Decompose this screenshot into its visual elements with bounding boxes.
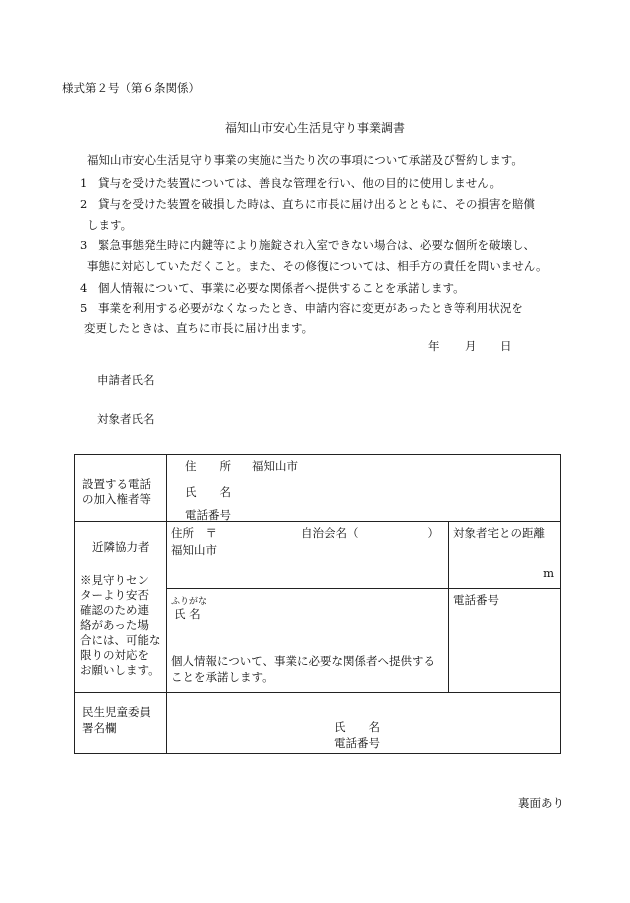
item-4-number: 4 [80, 281, 88, 295]
date-year-label: 年 [428, 339, 440, 353]
item-3-text-cont: 事態に対応していただくこと。また、その修復については、相手方の責任を問いません。 [87, 259, 548, 273]
neighbor-phone-cell [449, 589, 561, 693]
phone-owner-header-cell [75, 455, 167, 522]
intro-text: 福知山市安心生活見守り事業の実施に当たり次の事項について承諾及び誓約します。 [87, 153, 523, 167]
back-side-note: 裏面あり [518, 796, 564, 810]
info-table [74, 454, 561, 754]
item-5-number: 5 [80, 301, 88, 315]
item-2-text-cont: します。 [87, 218, 133, 232]
neighbor-note-5: 合には、可能な [80, 633, 161, 647]
owner-address-label: 住 所 [185, 459, 231, 473]
neighbor-note-3: 確認のため連 [80, 603, 149, 617]
owner-phone-label: 電話番号 [185, 508, 231, 522]
neighbor-address-cell [167, 522, 449, 589]
owner-name-label: 氏 名 [185, 485, 231, 499]
neighbor-header-cell [75, 522, 167, 693]
target-name-label: 対象者氏名 [97, 412, 155, 426]
date-day-label: 日 [500, 339, 512, 353]
item-4-text: 個人情報について、事業に必要な関係者へ提供することを承諾します。 [98, 281, 465, 295]
neighbor-city-value[interactable]: 福知山市 [171, 543, 217, 557]
welfare-value-cell [167, 693, 561, 754]
phone-owner-value-cell [167, 455, 561, 522]
distance-unit: m [543, 566, 554, 580]
item-5-text: 事業を利用する必要がなくなったとき、申請内容に変更があったとき等利用状況を [98, 301, 523, 315]
item-3-text: 緊急事態発生時に内鍵等により施錠され入室できない場合は、必要な個所を破壊し、 [98, 238, 535, 252]
owner-address-value[interactable]: 福知山市 [252, 459, 298, 473]
neighbor-label: 近隣協力者 [92, 540, 150, 554]
welfare-header-cell [75, 693, 167, 754]
neighbor-council-label: 自治会名（ ） [301, 526, 439, 540]
welfare-name-label: 氏 名 [334, 720, 380, 734]
neighbor-note-2: ターより安否 [80, 588, 149, 602]
item-2-number: 2 [80, 197, 88, 211]
applicant-name-label: 申請者氏名 [97, 373, 155, 387]
welfare-label-line2: 署名欄 [82, 721, 117, 735]
neighbor-note-4: 絡があった場 [80, 618, 149, 632]
item-2-text: 貸与を受けた装置を破損した時は、直ちに市長に届け出るとともに、その損害を賠償 [98, 197, 535, 211]
item-1-text: 貸与を受けた装置については、善良な管理を行い、他の目的に使用しません。 [98, 176, 501, 190]
furigana-label: ふりがな [171, 597, 208, 607]
welfare-label-line1: 民生児童委員 [82, 705, 151, 719]
neighbor-note-1: ※見守りセン [80, 573, 149, 587]
neighbor-address-label: 住所 〒 [171, 526, 217, 540]
distance-cell [449, 522, 561, 589]
phone-owner-label-line1: 設置する電話 [82, 477, 151, 491]
phone-owner-label-line2: の加入権者等 [82, 492, 151, 506]
distance-label: 対象者宅との距離 [453, 526, 545, 540]
neighbor-phone-label: 電話番号 [453, 593, 499, 607]
item-5-text-cont: 変更したときは、直ちに市長に届け出ます。 [84, 321, 314, 335]
document-title: 福知山市安心生活見守り事業調書 [224, 121, 405, 135]
item-1-number: 1 [80, 176, 88, 190]
consent-line-1: 個人情報について、事業に必要な関係者へ提供する [171, 654, 436, 668]
neighbor-name-cell [167, 589, 449, 693]
neighbor-note-6: 限りの対応を [80, 648, 149, 662]
item-3-number: 3 [80, 238, 88, 252]
date-month-label: 月 [465, 339, 477, 353]
form-number-label: 様式第２号（第６条関係） [62, 81, 200, 95]
neighbor-name-label: 氏 名 [174, 607, 201, 621]
consent-line-2: ことを承諾します。 [171, 670, 274, 684]
neighbor-note-7: お願いします。 [80, 663, 160, 677]
welfare-phone-label: 電話番号 [334, 736, 380, 750]
